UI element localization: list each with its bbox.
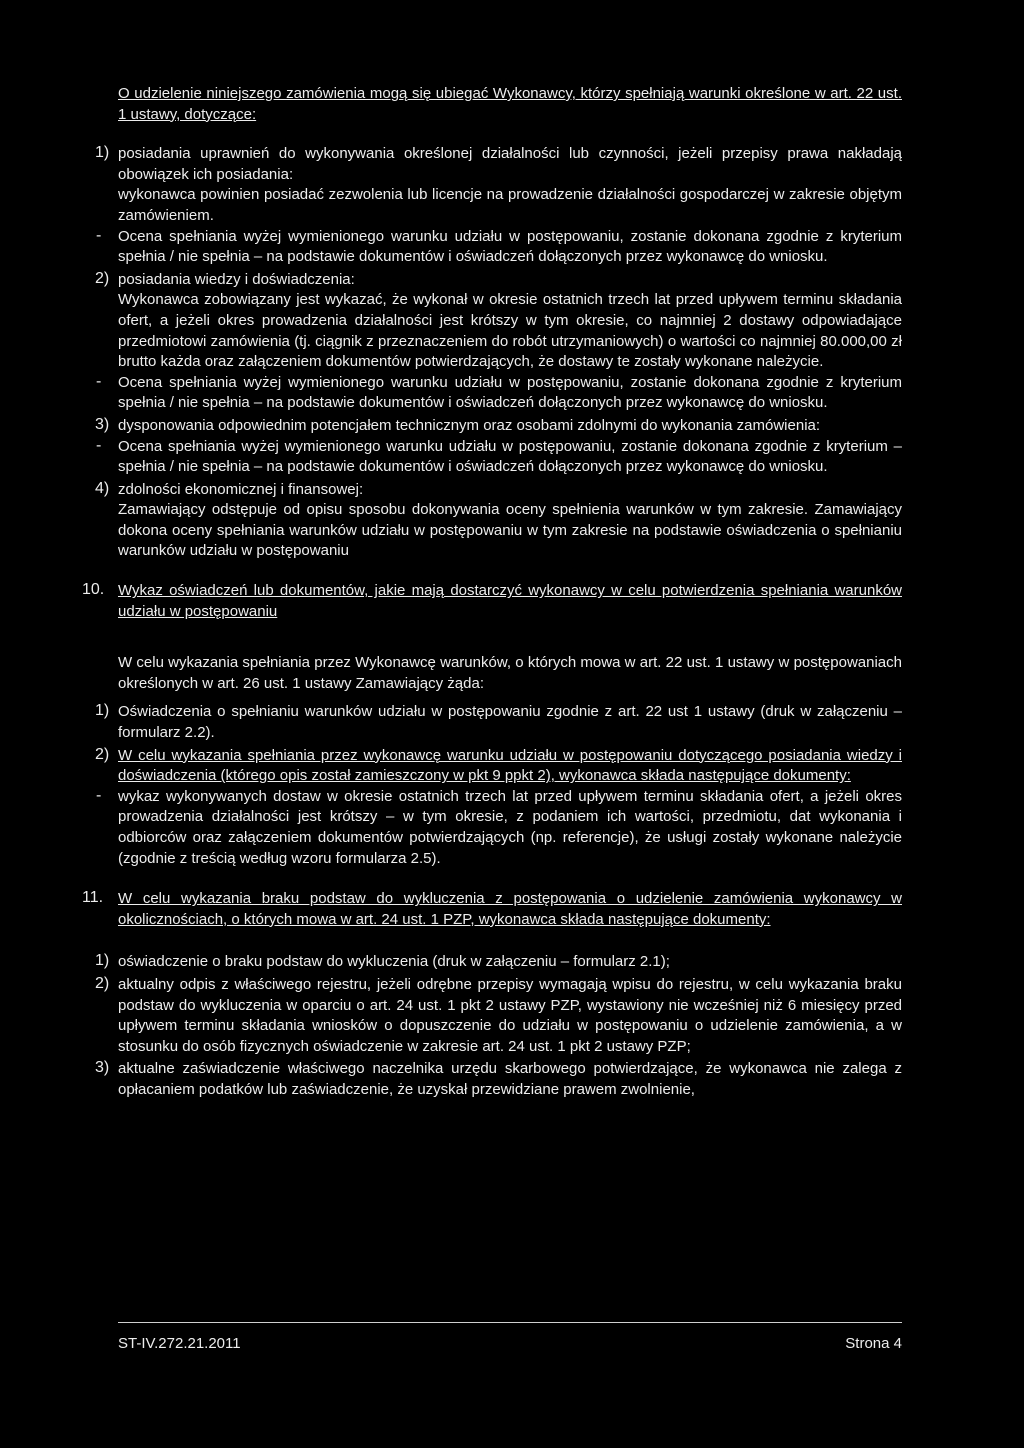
dash-bullet: - (96, 226, 102, 244)
assessment-text: Ocena spełniania wyżej wymienionego warunku udziału w postępowaniu, zostanie dokonana zgodnie z kryterium spełnia / nie spełnia – na podstawie dokumentów i oświadczeń dołączonych przez wykonawcę do wniosku. (118, 373, 902, 412)
condition-title: dysponowania odpowiednim potencjałem technicznym oraz osobami zdolnymi do wykonania zamówienia: (118, 416, 821, 434)
assessment-note (96, 372, 902, 414)
condition-number: 2) (95, 269, 110, 287)
page-footer (118, 1335, 902, 1352)
item-text: aktualne zaświadczenie właściwego naczelnika urzędu skarbowego potwierdzające, że wykonawca nie zalega z opłacaniem podatków lub zaświadczenie, że uzyskał przewidziane prawem zwolnienie, (118, 1060, 902, 1098)
dash-bullet: - (96, 786, 102, 804)
entry-text: wykaz wykonywanych dostaw w okresie ostatnich trzech lat przed upływem terminu składania ofert, a jeżeli okres prowadzenia działalności jest krótszy – w tym okresie, z podaniem ich wartości, przedmiotu, dat wykonania i odbiorców oraz załączeniem dokumentów potwierdzających (np. referencje), że usługi zostały wykonane należycie (zgodnie z treścią według wzoru formularza 2.5). (118, 787, 902, 867)
assessment-text: Ocena spełniania wyżej wymienionego warunku udziału w postępowaniu, zostanie dokonana zgodnie z kryterium spełnia / nie spełnia – na podstawie dokumentów i oświadczeń dołączonych przez wykonawcę do wniosku. (118, 227, 902, 266)
assessment-text: Ocena spełniania wyżej wymienionego warunku udziału w postępowaniu, zostanie dokonana zgodnie z kryterium – spełnia / nie spełnia – na podstawie dokumentów i oświadczeń dołączonych przez wykonawcę do wniosku. (118, 437, 902, 476)
condition-title: zdolności ekonomicznej i finansowej: (118, 480, 364, 498)
item-number: 2) (95, 745, 110, 763)
section-11-item-3 (95, 1059, 902, 1100)
section-11-item-2 (95, 974, 902, 1057)
document-list-entry (96, 786, 902, 869)
condition-number: 3) (95, 415, 110, 433)
footer-divider (118, 1322, 902, 1323)
assessment-note (96, 436, 902, 478)
section-heading: Wykaz oświadczeń lub dokumentów, jakie mają dostarczyć wykonawcy w celu potwierdzenia spełniania warunków udziału w postępowaniu (118, 582, 902, 620)
dash-bullet: - (96, 436, 102, 454)
condition-title: posiadania wiedzy i doświadczenia: (118, 270, 355, 288)
assessment-note (96, 226, 902, 268)
item-text: W celu wykazania spełniania przez wykonawcę warunku udziału w postępowaniu dotyczącego posiadania wiedzy i doświadczenia (którego opis został zamieszczony w pkt 9 ppkt 2), wykonawca składa następujące dokumenty: (118, 746, 902, 785)
item-text: oświadczenie o braku podstaw do wykluczenia (druk w załączeniu – formularz 2.1); (118, 953, 670, 971)
condition-2 (95, 269, 902, 414)
document-reference: ST-IV.272.21.2011 (118, 1335, 241, 1352)
conditions-intro: O udzielenie niniejszego zamówienia mogą się ubiegać Wykonawcy, którzy spełniają warunki określone w art. 22 ust. 1 ustawy, dotyczące: (118, 85, 902, 123)
page-number: Strona 4 (845, 1335, 902, 1352)
item-number: 2) (95, 974, 110, 992)
section-intro: W celu wykazania spełniania przez Wykonawcę warunków, o których mowa w art. 22 ust. 1 ustawy w postępowaniach określonych w art. 26 ust. 1 ustawy Zamawiający żąda: (118, 654, 902, 692)
condition-number: 4) (95, 479, 110, 497)
item-number: 1) (95, 952, 110, 970)
condition-title: posiadania uprawnień do wykonywania określonej działalności lub czynności, jeżeli przepisy prawa nakładają obowiązek ich posiadania: (118, 145, 902, 183)
section-number: 10. (82, 581, 105, 599)
item-text: aktualny odpis z właściwego rejestru, jeżeli odrębne przepisy wymagają wpisu do rejestru, w celu wykazania braku podstaw do wykluczenia w oparciu o art. 24 ust. 1 pkt 2 ustawy PZP, wystawiony nie wcześniej niż 6 miesięcy przed upływem terminu składania wniosków o dopuszczenie do udziału w postępowaniu o udzielenie zamówienia, a w stosunku do osób fizycznych oświadczenie w zakresie art. 24 ust. 1 pkt 2 ustawy PZP; (118, 975, 902, 1055)
condition-3 (95, 415, 902, 478)
section-heading: W celu wykazania braku podstaw do wykluczenia z postępowania o udzielenie zamówienia wykonawcy w okolicznościach, o których mowa w art. 24 ust. 1 PZP, wykonawca składa następujące dokumenty: (118, 890, 902, 928)
item-number: 3) (95, 1059, 110, 1077)
condition-body: Wykonawca zobowiązany jest wykazać, że wykonał w okresie ostatnich trzech lat przed upływem terminu składania ofert, a jeżeli okres prowadzenia działalności jest krótszy w tym okresie, co najmniej 2 dostawy odpowiadające przedmiotowi zamówienia (tj. ciągnik z przeznaczeniem do robót utrzymaniowych) o wartości co najmniej 80.000,00 zł brutto każda oraz załączeniem dokumentów potwierdzających, że dostawy te zostały wykonane należycie. (118, 291, 902, 371)
section-10-item-2 (95, 745, 902, 870)
condition-1 (95, 144, 902, 268)
section-10-item-1 (95, 702, 902, 743)
section-number: 11. (82, 889, 104, 907)
condition-body: Zamawiający odstępuje od opisu sposobu dokonywania oceny spełnienia warunków w tym zakresie. Zamawiający dokona oceny spełniania warunków udziału w postępowaniu w tym zakresie na podstawie oświadczenia o spełnianiu warunków udziału w postępowaniu (118, 501, 902, 560)
condition-body: wykonawca powinien posiadać zezwolenia lub licencje na prowadzenie działalności gospodarczej w zakresie objętym zamówieniem. (118, 186, 902, 224)
item-number: 1) (95, 702, 110, 720)
section-11 (82, 889, 902, 1100)
item-text: Oświadczenia o spełnianiu warunków udziału w postępowaniu zgodnie z art. 22 ust 1 ustawy (druk w załączeniu – formularz 2.2). (118, 703, 902, 742)
dash-bullet: - (96, 372, 102, 390)
section-10 (82, 581, 902, 869)
section-11-item-1 (95, 952, 902, 973)
condition-4 (95, 479, 902, 562)
condition-number: 1) (95, 144, 110, 162)
